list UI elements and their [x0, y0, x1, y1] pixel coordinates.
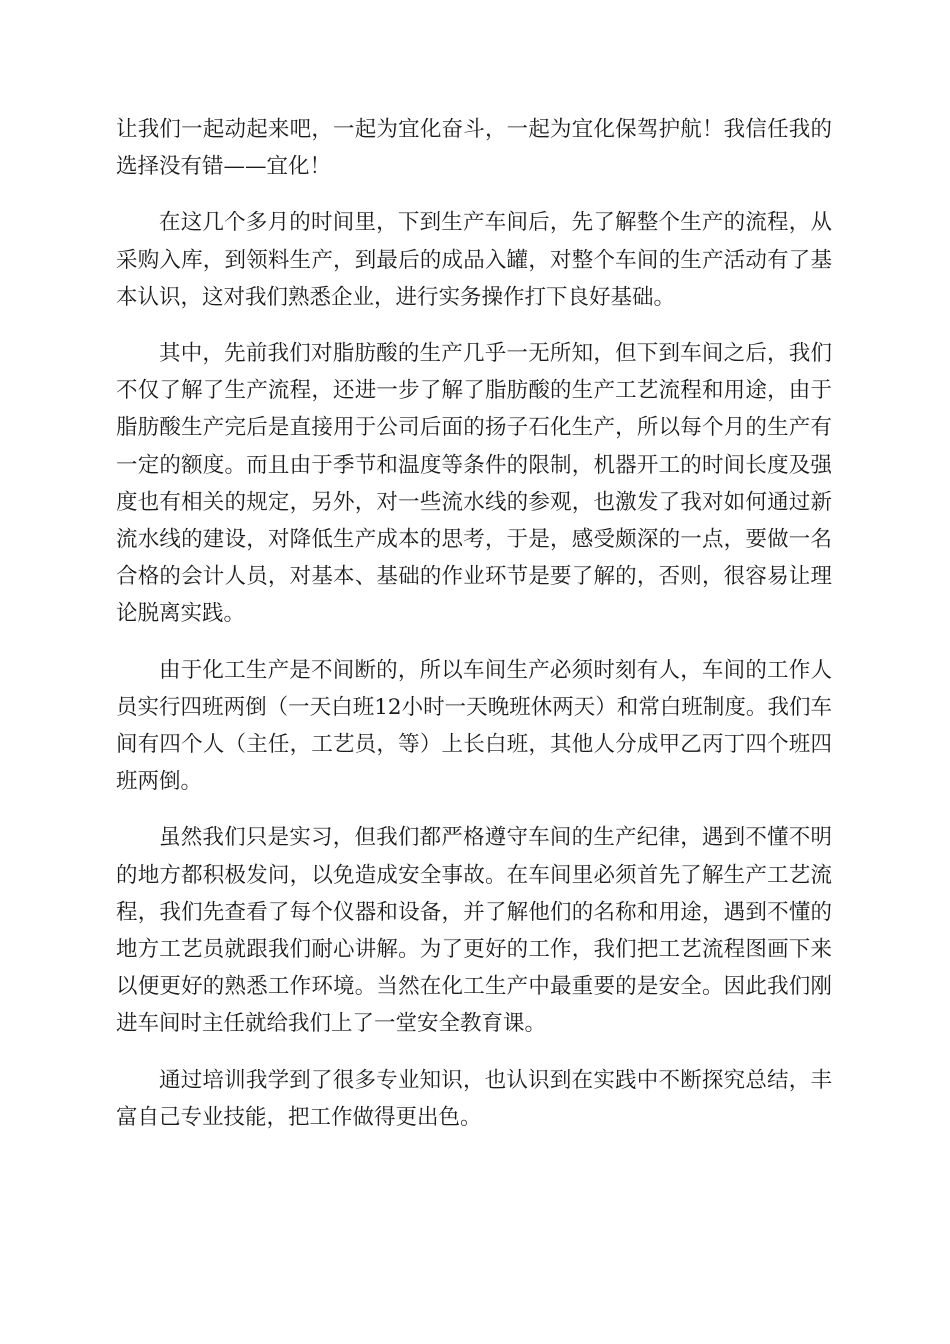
document-body: [116, 111, 832, 1155]
paragraph-2: 在这几个多月的时间里，下到生产车间后，先了解整个生产的流程，从采购入库，到领料生产，到最后的成品入罐，对整个车间的生产活动有了基本认识，这对我们熟悉企业，进行实务操作打下良好基础。: [116, 210, 832, 310]
paragraph-6: 通过培训我学到了很多专业知识，也认识到在实践中不断探究总结，丰富自己专业技能，把工作做得更出色。: [116, 1067, 832, 1130]
paragraph-4: 由于化工生产是不间断的，所以车间生产必须时刻有人，车间的工作人员实行四班两倒（一天白班12小时一天晚班休两天）和常白班制度。我们车间有四个人（主任，工艺员，等）上长白班，其他人分成甲乙丙丁四个班四班两倒。: [116, 657, 832, 795]
paragraph-1: 让我们一起动起来吧，一起为宜化奋斗，一起为宜化保驾护航！我信任我的选择没有错——宜化！: [116, 117, 832, 180]
paragraph-5: 虽然我们只是实习，但我们都严格遵守车间的生产纪律，遇到不懂不明的地方都积极发问，以免造成安全事故。在车间里必须首先了解生产工艺流程，我们先查看了每个仪器和设备，并了解他们的名称和用途，遇到不懂的地方工艺员就跟我们耐心讲解。为了更好的工作，我们把工艺流程图画下来以便更好的熟悉工作环境。当然在化工生产中最重要的是安全。因此我们刚进车间时主任就给我们上了一堂安全教育课。: [116, 825, 832, 1037]
paragraph-3: 其中，先前我们对脂肪酸的生产几乎一无所知，但下到车间之后，我们不仅了解了生产流程，还进一步了解了脂肪酸的生产工艺流程和用途，由于脂肪酸生产完后是直接用于公司后面的扬子石化生产，所以每个月的生产有一定的额度。而且由于季节和温度等条件的限制，机器开工的时间长度及强度也有相关的规定，另外，对一些流水线的参观，也激发了我对如何通过新流水线的建设，对降低生产成本的思考，于是，感受颇深的一点，要做一名合格的会计人员，对基本、基础的作业环节是要了解的，否则，很容易让理论脱离实践。: [116, 341, 832, 627]
